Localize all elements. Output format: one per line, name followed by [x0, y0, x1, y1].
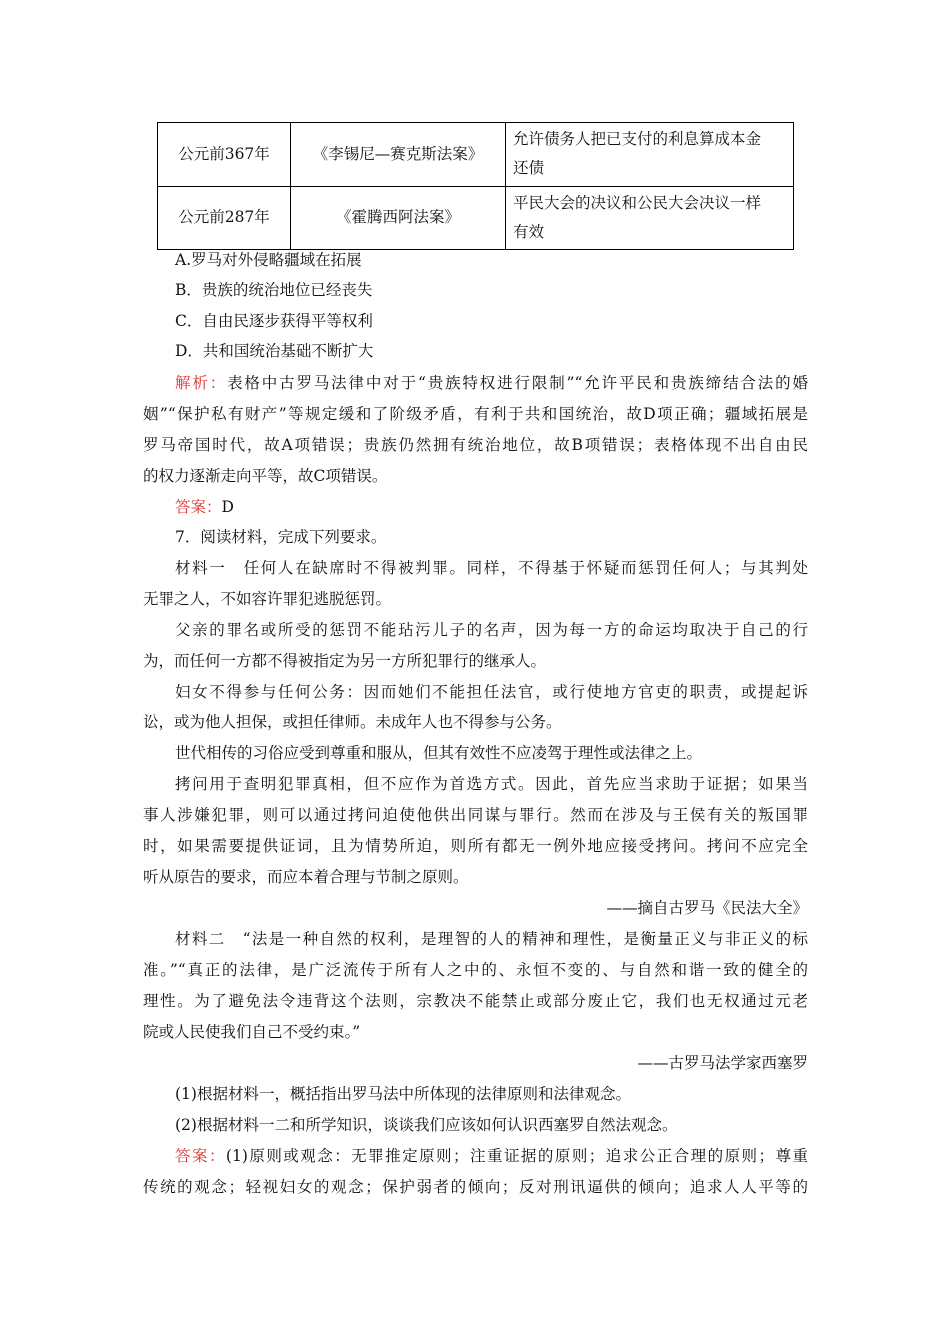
material-1-line: 时，如果需要提供证词，且为情势所迫，则所有都无一例外地应接受拷问。拷问不应完全 [143, 837, 808, 855]
table-cell-law: 《李锡尼—赛克斯法案》 [291, 123, 506, 187]
material-1-line: 拷问用于查明犯罪真相，但不应作为首选方式。因此，首先应当求助于证据；如果当 [175, 775, 808, 793]
material-2-line: 理性。为了避免法令违背这个法则，宗教决不能禁止或部分废止它，我们也无权通过元老 [143, 992, 808, 1010]
material-2-line: 院或人民使我们自己不受约束。” [143, 1023, 361, 1041]
table-cell-year: 公元前367年 [158, 123, 291, 187]
table-cell-year: 公元前287年 [158, 186, 291, 250]
sub-question-2: (2)根据材料一二和所学知识，谈谈我们应该如何认识西塞罗自然法观念。 [175, 1116, 678, 1134]
material-1-line: 无罪之人，不如容许罪犯逃脱惩罚。 [143, 590, 392, 608]
sub-question-1: (1)根据材料一，概括指出罗马法中所体现的法律原则和法律观念。 [175, 1085, 631, 1103]
option-c: C．自由民逐步获得平等权利 [175, 312, 373, 330]
material-1-source: ——摘自古罗马《民法大全》 [606, 899, 808, 917]
table-row [158, 186, 794, 250]
material-2-line: 材料二 “法是一种自然的权利，是理智的人的精神和理性，是衡量正义与非正义的标 [175, 930, 808, 948]
answer-7-line: 传统的观念；轻视妇女的观念；保护弱者的倾向；反对刑讯逼供的倾向；追求人人平等的 [143, 1178, 808, 1196]
material-1-line: 材料一 任何人在缺席时不得被判罪。同样，不得基于怀疑而惩罚任何人；与其判处 [175, 559, 808, 577]
table-cell-content: 允许债务人把已支付的利息算成本金 还债 [506, 123, 794, 187]
material-2-source: ——古罗马法学家西塞罗 [637, 1054, 808, 1072]
table-cell-content: 平民大会的决议和公民大会决议一样 有效 [506, 186, 794, 250]
answer-7-line: 答案：(1)原则或观念：无罪推定原则；注重证据的原则；追求公正合理的原则；尊重 [175, 1147, 808, 1165]
material-1-line: 世代相传的习俗应受到尊重和服从，但其有效性不应凌驾于理性或法律之上。 [175, 744, 703, 762]
material-1-line: 讼，或为他人担保，或担任律师。未成年人也不得参与公务。 [143, 713, 562, 731]
table-row [158, 123, 794, 187]
law-table [157, 122, 794, 250]
table-cell-law: 《霍腾西阿法案》 [291, 186, 506, 250]
material-1-line: 听从原告的要求，而应本着合理与节制之原则。 [143, 868, 469, 886]
answer-label: 答案： [175, 1147, 226, 1165]
question-7-stem: 7．阅读材料，完成下列要求。 [175, 528, 387, 546]
material-2-line: 准。”“真正的法律，是广泛流传于所有人之中的、永恒不变的、与自然和谐一致的健全的 [143, 961, 808, 979]
analysis-line: 的权力逐渐走向平等，故C项错误。 [143, 467, 388, 485]
material-1-line: 事人涉嫌犯罪，则可以通过拷问迫使他供出同谋与罪行。然而在涉及与王侯有关的叛国罪 [143, 806, 808, 824]
answer-6: 答案：D [175, 498, 234, 516]
option-a: A.罗马对外侵略疆域在拓展 [175, 251, 362, 269]
material-1-line: 父亲的罪名或所受的惩罚不能玷污儿子的名声，因为每一方的命运均取决于自己的行 [175, 621, 808, 639]
analysis-line: 罗马帝国时代，故A项错误；贵族仍然拥有统治地位，故B项错误；表格体现不出自由民 [143, 436, 808, 454]
analysis-label: 解析： [175, 374, 228, 392]
material-1-line: 妇女不得参与任何公务：因而她们不能担任法官，或行使地方官吏的职责，或提起诉 [175, 683, 808, 701]
analysis-line: 解析：表格中古罗马法律中对于“贵族特权进行限制”“允许平民和贵族缔结合法的婚 [175, 374, 808, 392]
answer-label: 答案： [175, 498, 222, 516]
option-d: D．共和国统治基础不断扩大 [175, 342, 374, 360]
analysis-line: 姻”“保护私有财产”等规定缓和了阶级矛盾，有利于共和国统治，故D项正确；疆域拓展是 [143, 405, 808, 423]
material-1-line: 为，而任何一方都不得被指定为另一方所犯罪行的继承人。 [143, 652, 547, 670]
option-b: B．贵族的统治地位已经丧失 [175, 281, 373, 299]
